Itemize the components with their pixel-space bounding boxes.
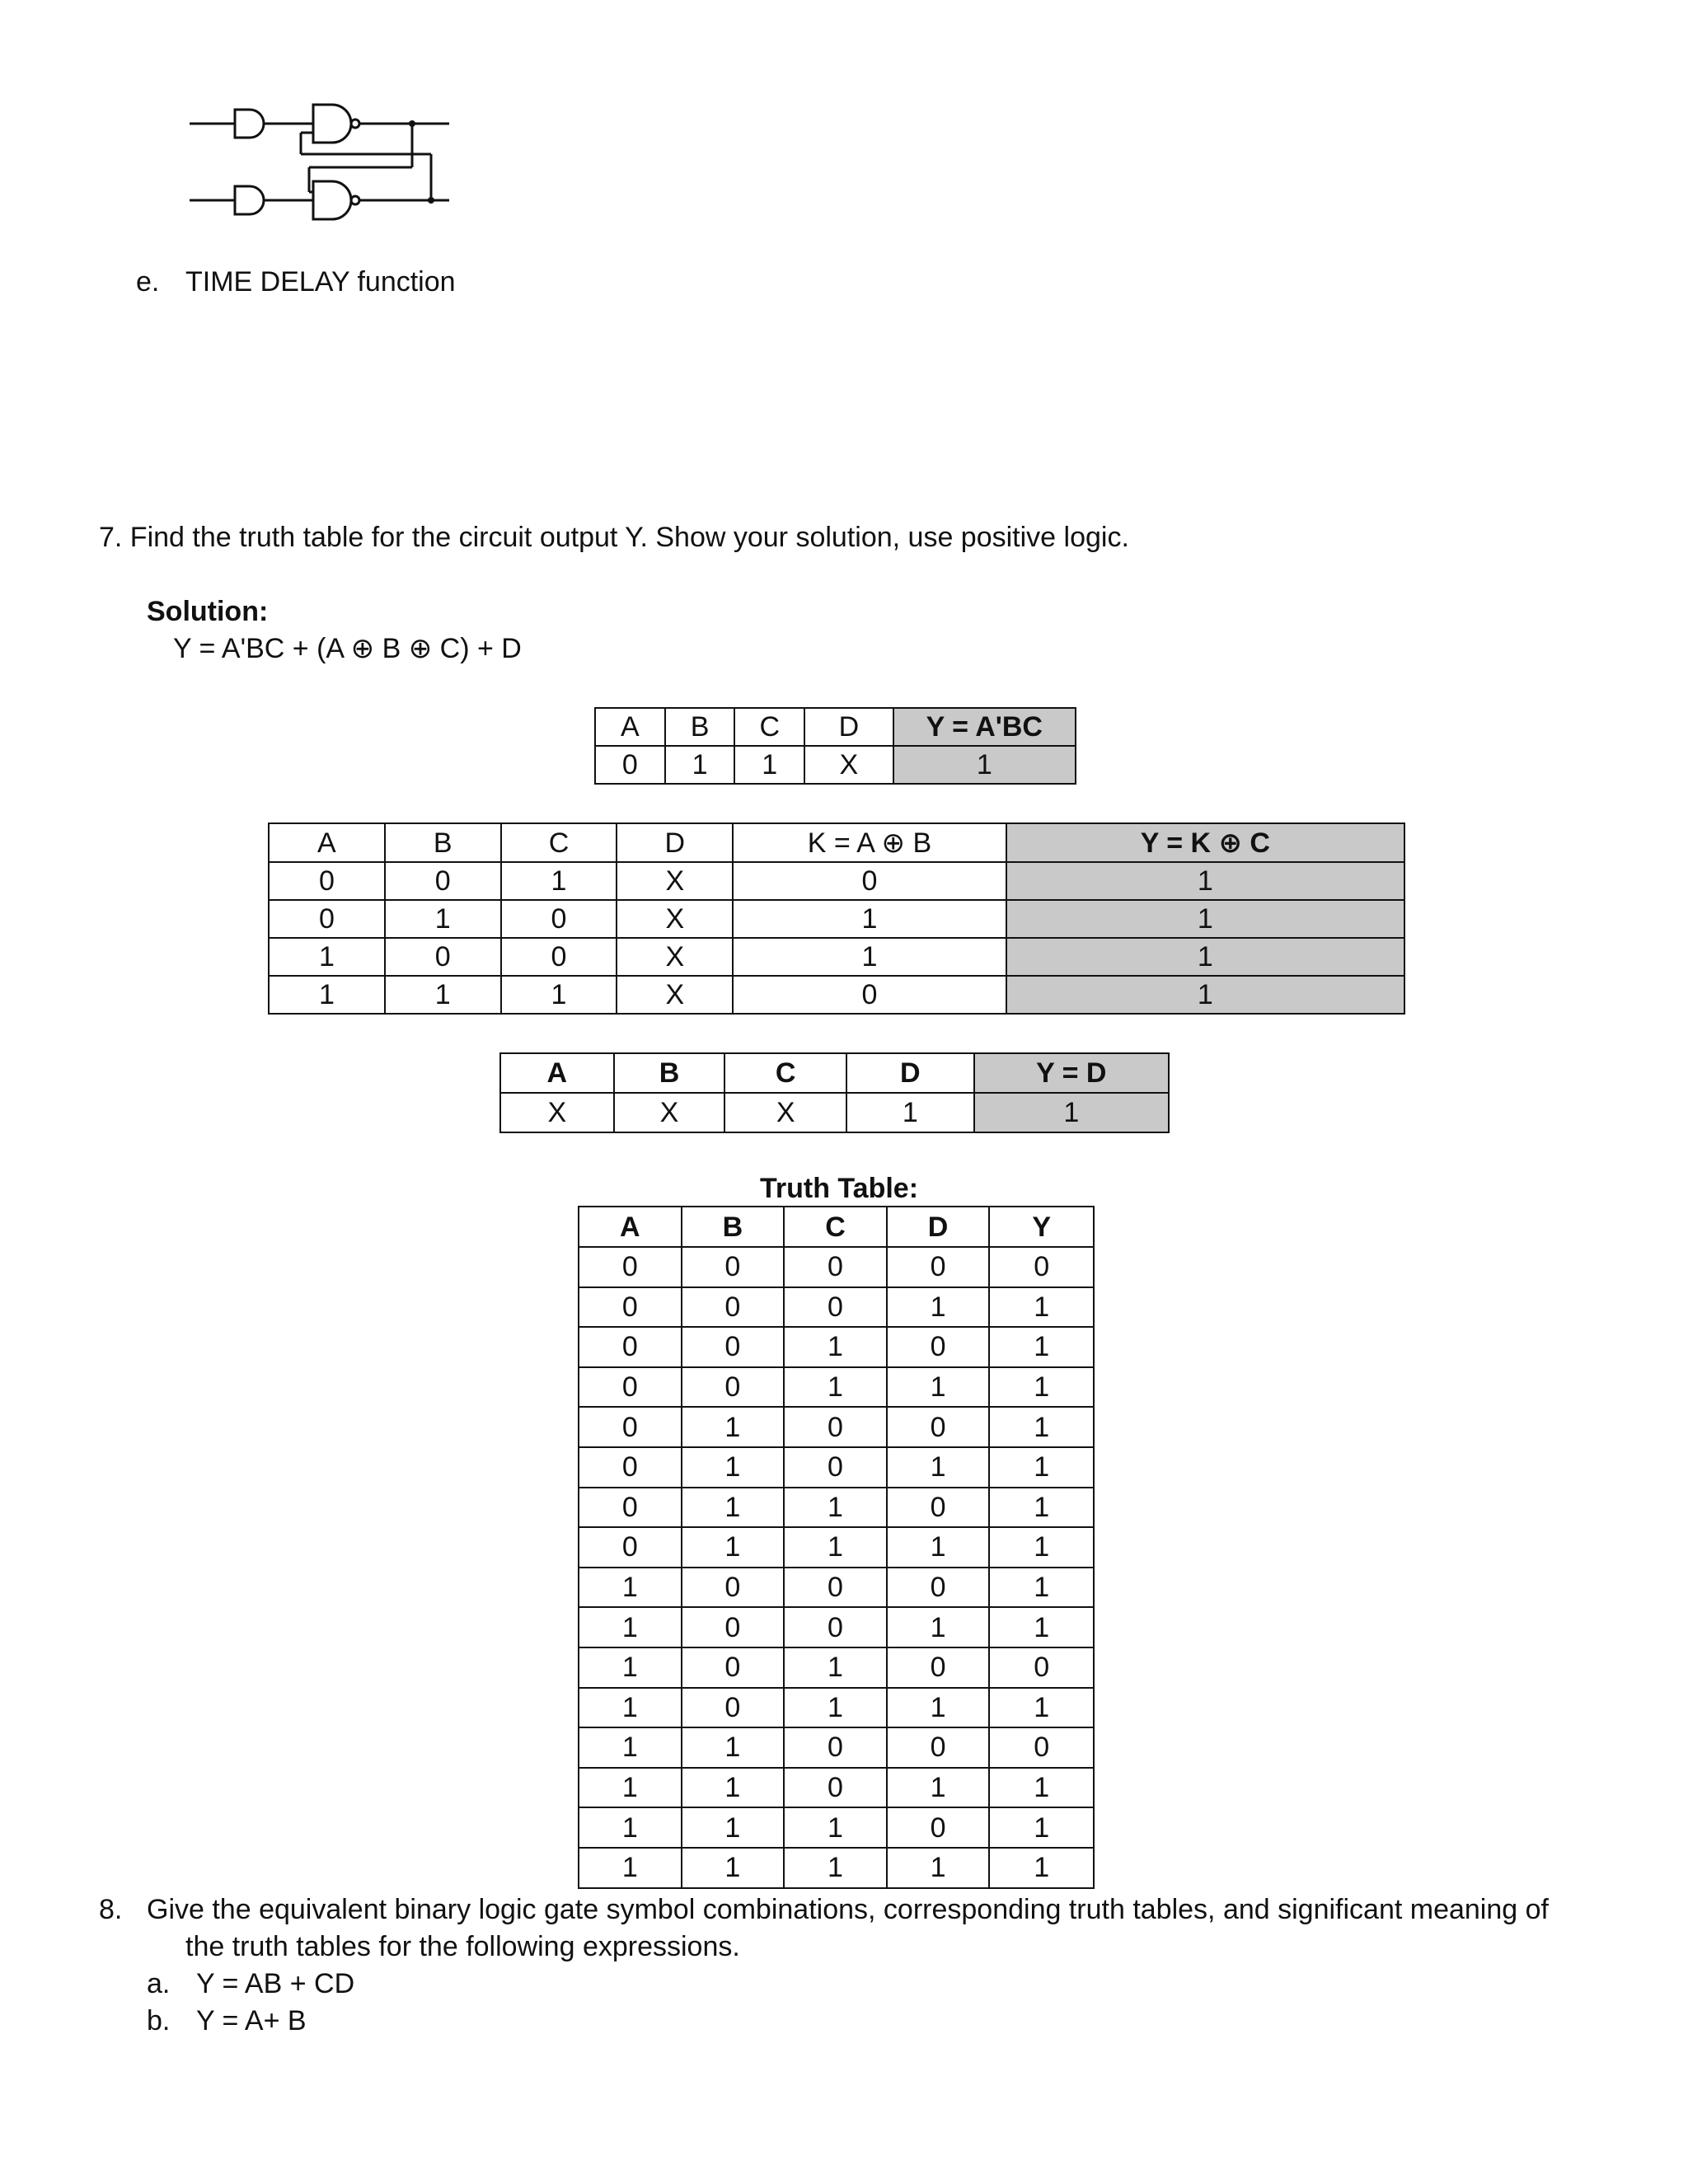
table-row [579,1367,1094,1408]
table-cell: 1 [682,1447,785,1488]
table-row [579,1247,1094,1287]
table-cell: 0 [579,1407,682,1447]
table-cell: 1 [269,938,385,976]
table-cell-output: 1 [989,1327,1094,1367]
solution-label: Solution: [147,596,269,627]
table-row [579,1447,1094,1488]
table-cell: 0 [501,900,617,938]
table-cell: 1 [784,1367,887,1408]
table-cell: X [617,900,733,938]
table-cell-output: 1 [989,1848,1094,1888]
table-row [579,1407,1094,1447]
table-cell: 1 [269,976,385,1014]
table-cell: 1 [887,1367,990,1408]
header-cell-output: Y = A'BC [893,708,1076,746]
table-row [579,1327,1094,1367]
table-cell: X [617,862,733,900]
table-cell: 0 [385,862,501,900]
table-cell: 0 [887,1488,990,1528]
table-cell: 0 [733,862,1006,900]
table-cell: 0 [784,1607,887,1647]
header-cell: A [579,1207,682,1247]
table-cell-output: 1 [1006,938,1404,976]
table-cell: 1 [682,1807,785,1848]
header-cell: A [595,708,665,746]
table-cell: 1 [734,746,804,784]
table-xor-term [268,823,1405,1015]
question-8-number: 8. [99,1894,123,1925]
table-cell: 1 [682,1768,785,1808]
table-cell: 1 [682,1727,785,1768]
table-row [579,1727,1094,1768]
table-row [269,862,1404,900]
table-header-row [595,708,1076,746]
table-abc-term [594,707,1076,785]
table-row [579,1527,1094,1568]
table-cell-output: 1 [1006,976,1404,1014]
table-cell-output: 1 [974,1093,1169,1132]
question-7-text: 7. Find the truth table for the circuit output Y. Show your solution, use positive logic. [99,522,1129,553]
table-cell: 0 [385,938,501,976]
header-cell: C [734,708,804,746]
table-cell: 0 [784,1447,887,1488]
header-cell-output: Y = D [974,1053,1169,1093]
table-cell: 0 [682,1367,785,1408]
table-row [579,1688,1094,1728]
table-cell: 0 [784,1727,887,1768]
table-cell: 0 [733,976,1006,1014]
table-cell: X [617,976,733,1014]
table-cell-output: 0 [989,1247,1094,1287]
header-cell: A [269,823,385,862]
table-cell: 1 [501,862,617,900]
table-cell: 1 [579,1688,682,1728]
table-header-row [579,1207,1094,1247]
table-row [579,1488,1094,1528]
table-cell: 0 [682,1688,785,1728]
table-cell: 0 [682,1327,785,1367]
table-cell: 0 [579,1247,682,1287]
table-cell-output: 1 [1006,862,1404,900]
table-row [500,1093,1169,1132]
table-cell: 1 [887,1607,990,1647]
table-cell: 1 [579,1727,682,1768]
table-cell: 1 [887,1447,990,1488]
question-8-item-b-text: Y = A+ B [196,2005,307,2036]
table-cell: X [724,1093,846,1132]
table-cell: 1 [501,976,617,1014]
table-cell: 1 [887,1527,990,1568]
table-cell: X [614,1093,725,1132]
header-cell: C [501,823,617,862]
table-cell-output: 1 [893,746,1076,784]
table-cell: 0 [579,1287,682,1328]
table-cell: X [500,1093,614,1132]
table-d-term [499,1052,1170,1133]
table-cell: 1 [579,1647,682,1688]
table-cell: 1 [579,1568,682,1608]
table-cell: 0 [579,1488,682,1528]
table-cell: 1 [887,1848,990,1888]
item-e-text: TIME DELAY function [185,266,456,298]
table-row [579,1848,1094,1888]
header-cell: B [665,708,735,746]
table-cell: 0 [887,1727,990,1768]
table-cell: 0 [501,938,617,976]
table-cell: 1 [682,1407,785,1447]
table-cell-output: 1 [989,1287,1094,1328]
table-header-row [500,1053,1169,1093]
table-cell: 0 [579,1367,682,1408]
table-cell: 0 [595,746,665,784]
table-cell: 1 [733,900,1006,938]
table-cell: 1 [385,900,501,938]
table-cell: 1 [784,1848,887,1888]
table-cell-output: 1 [989,1768,1094,1808]
table-cell: 0 [784,1407,887,1447]
table-cell: 1 [784,1488,887,1528]
table-cell: 0 [682,1287,785,1328]
table-cell: 1 [385,976,501,1014]
table-cell-output: 1 [989,1607,1094,1647]
table-cell: 0 [579,1447,682,1488]
table-cell: 1 [887,1768,990,1808]
table-cell: 0 [887,1407,990,1447]
table-row [579,1568,1094,1608]
table-cell: 1 [887,1287,990,1328]
header-cell: D [887,1207,990,1247]
table-cell: 0 [682,1247,785,1287]
question-8-item-a-letter: a. [147,1968,171,1999]
truth-table-title: Truth Table: [760,1173,919,1204]
header-cell: B [682,1207,785,1247]
table-cell: 1 [682,1848,785,1888]
table-cell: 1 [579,1807,682,1848]
table-row [579,1768,1094,1808]
table-cell: 1 [579,1768,682,1808]
table-cell-output: 0 [989,1647,1094,1688]
table-cell: 0 [887,1327,990,1367]
table-cell: 1 [846,1093,974,1132]
table-cell: 0 [269,900,385,938]
table-row [579,1807,1094,1848]
solution-expression: Y = A'BC + (A ⊕ B ⊕ C) + D [173,633,522,664]
table-row [595,746,1076,784]
table-cell: 1 [784,1647,887,1688]
table-cell: 0 [784,1247,887,1287]
header-cell: C [724,1053,846,1093]
table-row [579,1287,1094,1328]
table-cell-output: 1 [989,1447,1094,1488]
header-cell-output: Y = K ⊕ C [1006,823,1404,862]
table-cell: 1 [784,1807,887,1848]
table-cell-output: 1 [989,1688,1094,1728]
header-cell: A [500,1053,614,1093]
table-cell: 1 [784,1688,887,1728]
table-cell: 0 [784,1768,887,1808]
table-cell: 1 [682,1488,785,1528]
table-cell: 0 [682,1647,785,1688]
table-row [579,1647,1094,1688]
header-cell: D [804,708,893,746]
table-cell: X [804,746,893,784]
header-cell: B [385,823,501,862]
table-cell: 1 [887,1688,990,1728]
table-cell-output: 1 [989,1407,1094,1447]
header-cell: B [614,1053,725,1093]
table-cell: 0 [579,1327,682,1367]
table-cell: 1 [733,938,1006,976]
table-row [269,976,1404,1014]
table-cell: 1 [665,746,735,784]
table-header-row [269,823,1404,862]
table-row [269,938,1404,976]
table-cell: 1 [682,1527,785,1568]
table-cell: 0 [682,1568,785,1608]
table-cell-output: 1 [989,1367,1094,1408]
item-e-letter: e. [136,266,160,298]
table-cell: X [617,938,733,976]
table-cell-output: 0 [989,1727,1094,1768]
table-cell: 0 [887,1647,990,1688]
table-cell-output: 1 [1006,900,1404,938]
question-8-item-a-text: Y = AB + CD [196,1968,355,1999]
table-cell-output: 1 [989,1527,1094,1568]
table-row [269,900,1404,938]
header-cell: D [617,823,733,862]
table-cell: 0 [579,1527,682,1568]
table-cell: 0 [784,1568,887,1608]
header-cell: Y [989,1207,1094,1247]
header-cell: K = A ⊕ B [733,823,1006,862]
header-cell: C [784,1207,887,1247]
table-cell: 0 [269,862,385,900]
table-cell: 0 [682,1607,785,1647]
table-cell-output: 1 [989,1568,1094,1608]
question-8-item-b-letter: b. [147,2005,171,2036]
table-cell: 0 [887,1247,990,1287]
table-cell: 1 [579,1607,682,1647]
cross-coupled-nand-circuit-diagram [185,95,466,227]
table-cell: 0 [887,1568,990,1608]
truth-table [578,1206,1095,1889]
table-cell: 0 [887,1807,990,1848]
table-cell: 1 [784,1327,887,1367]
header-cell: D [846,1053,974,1093]
table-cell-output: 1 [989,1807,1094,1848]
table-cell: 1 [784,1527,887,1568]
question-8-line2: the truth tables for the following expressions. [185,1931,740,1962]
question-8-line1: Give the equivalent binary logic gate symbol combinations, corresponding truth tables, and significant meaning of [147,1894,1549,1925]
table-cell-output: 1 [989,1488,1094,1528]
table-row [579,1607,1094,1647]
table-cell: 1 [579,1848,682,1888]
table-cell: 0 [784,1287,887,1328]
